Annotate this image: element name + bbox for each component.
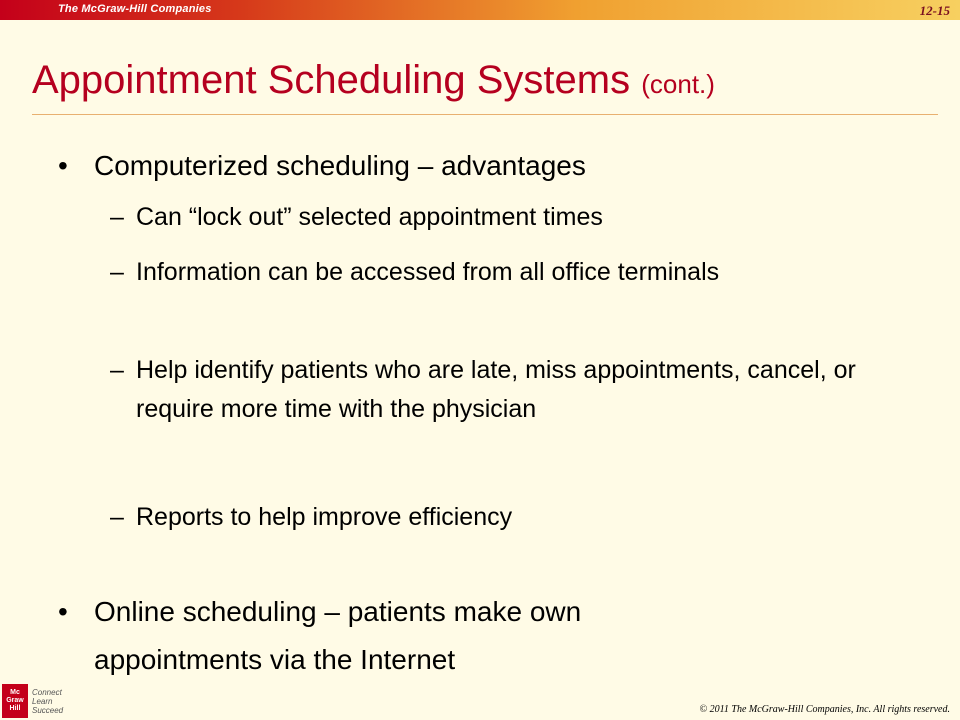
- copyright-notice: © 2011 The McGraw-Hill Companies, Inc. All rights reserved.: [699, 704, 950, 715]
- sub-bullet-text: Reports to help improve efficiency: [136, 503, 513, 531]
- sub-bullet-text: Help identify patients who are late, miss appointments, cancel, or require more time with the physician: [136, 356, 856, 423]
- title-suffix: (cont.): [641, 69, 715, 99]
- bullet-dot: •: [58, 150, 68, 181]
- brand-name: The McGraw-Hill Companies: [58, 3, 212, 15]
- sub-bullet-text: Information can be accessed from all office terminals: [136, 258, 720, 286]
- bullet-text-line2: appointments via the Internet: [94, 644, 456, 675]
- mcgraw-hill-logo: [2, 684, 28, 718]
- slide-number: 12-15: [919, 3, 950, 18]
- sub-bullet-dash: –: [110, 203, 124, 231]
- bullet-text-line1: Online scheduling – patients make own: [94, 596, 582, 627]
- bullet-dot: •: [58, 596, 68, 627]
- sub-bullet-text: Can “lock out” selected appointment times: [136, 203, 603, 231]
- tagline-word: Succeed: [32, 706, 64, 715]
- bullet-text: Computerized scheduling – advantages: [94, 150, 586, 181]
- logo-line: Graw: [6, 697, 24, 704]
- logo-line: Mc: [10, 689, 20, 696]
- tagline-word: Connect: [32, 688, 62, 697]
- tagline-word: Learn: [32, 697, 53, 706]
- title-main: Appointment Scheduling Systems: [32, 58, 631, 102]
- sub-bullet-dash: –: [110, 503, 124, 531]
- sub-bullet-dash: –: [110, 356, 124, 384]
- logo-tagline: [32, 688, 63, 715]
- sub-bullet-dash: –: [110, 258, 124, 286]
- logo-line: Hill: [9, 705, 21, 712]
